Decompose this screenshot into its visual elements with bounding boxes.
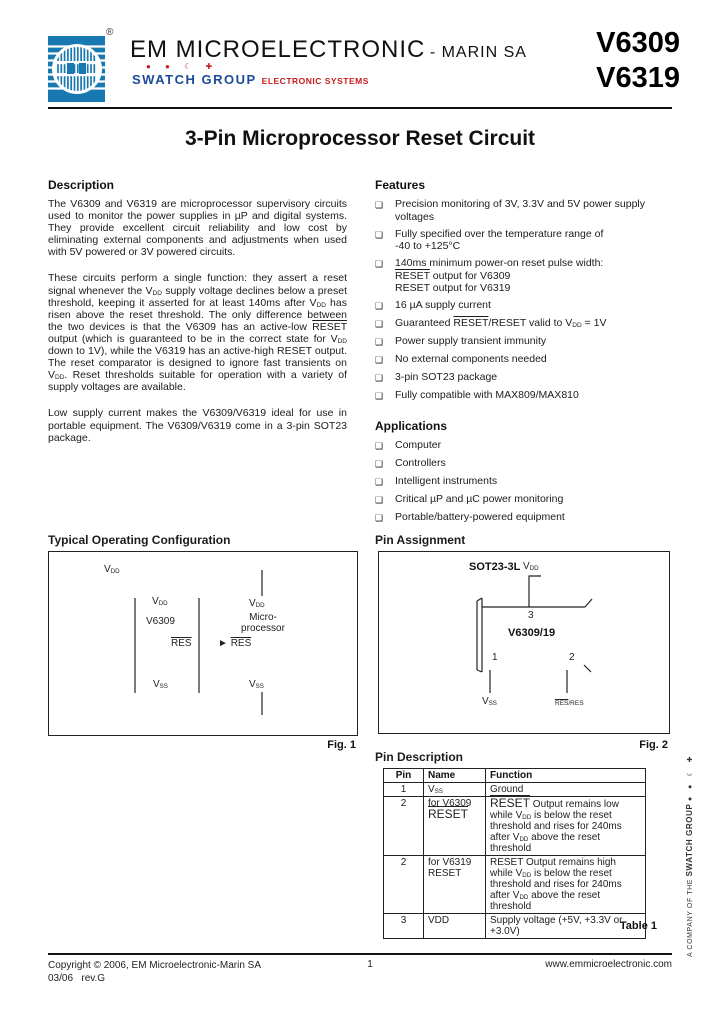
fig1-mcu-vss-label: $V_{SS}$	[249, 679, 264, 691]
fig1-caption: Fig. 1	[327, 739, 356, 751]
square-bullet-icon: ❑	[375, 259, 384, 269]
list-item	[375, 299, 673, 313]
fig2-vdd-label: $V_{DD}$	[523, 561, 539, 573]
square-bullet-icon: ❑	[375, 200, 384, 210]
list-item	[375, 371, 673, 385]
square-bullet-icon: ❑	[375, 391, 384, 401]
feature-text: No external components needed	[395, 353, 547, 365]
pin-description-heading: Pin Description	[375, 750, 464, 764]
application-text: Portable/battery-powered equipment	[395, 510, 565, 523]
application-text: Computer	[395, 438, 442, 451]
copyright-line: Copyright © 2006, EM Microelectronic-Marin SA	[48, 960, 261, 971]
feature-text: 140ms minimum power-on reset pulse width: RESET output for V6309 RESET output for V6319	[395, 257, 604, 294]
fig2-package-outline	[379, 552, 669, 733]
feature-text: Precision monitoring of 3V, 3.3V and 5V power supply voltages	[395, 198, 646, 223]
em-logo	[48, 36, 105, 107]
list-item	[375, 198, 673, 223]
square-bullet-icon: ❑	[375, 229, 384, 240]
part-number-v6319: V6319	[596, 62, 680, 94]
swatch-symbols-icon: ● ● ☾ ✚	[146, 62, 219, 71]
pin-cell: 2	[384, 797, 424, 856]
pin-cell: 3	[384, 914, 424, 939]
function-cell: RESET Output remains low while $V_{DD}$ is below the reset threshold and rises for 240ms after $V_{DD}$ above the reset threshold	[486, 797, 646, 856]
feature-text: Fully compatible with MAX809/MAX810	[395, 389, 579, 401]
website-link[interactable]: www.emmicroelectronic.com	[545, 959, 672, 970]
function-cell: Supply voltage (+5V, +3.3V or +3.0V)	[486, 914, 646, 939]
vertical-brand-name: SWATCH GROUP	[685, 803, 694, 877]
pin-description-table	[383, 768, 646, 939]
fig2-package-type-label: SOT23-3L	[469, 561, 521, 573]
square-bullet-icon: ❑	[375, 458, 384, 469]
swatch-group-line	[132, 62, 369, 89]
description-column	[48, 178, 347, 458]
square-bullet-icon: ❑	[375, 301, 384, 311]
em-chip-logo-icon	[48, 36, 105, 102]
feature-text: 16 µA supply current	[395, 299, 491, 311]
fig2-pin-assignment	[378, 551, 670, 734]
brand-suffix: - MARIN SA	[429, 44, 527, 61]
electronic-systems-label: ELECTRONIC SYSTEMS	[261, 76, 369, 86]
table-caption: Table 1	[619, 920, 657, 932]
table-header-row	[384, 769, 646, 783]
name-cell: for V6309 RESET	[424, 797, 486, 856]
square-bullet-icon: ❑	[375, 355, 384, 365]
fig1-mcu-vdd-label: $V_{DD}$	[249, 598, 265, 610]
col-header-pin: Pin	[384, 769, 424, 783]
fig2-vss-label: $V_{SS}$	[482, 696, 497, 708]
function-cell: Ground	[486, 783, 646, 797]
fig1-typical-operating-configuration	[48, 551, 358, 736]
description-paragraph-3: Low supply current makes the V6309/V6319 ideal for use in portable equipment. The V6309/V6319 come in a 3-pin SOT23 package.	[48, 407, 347, 444]
fig2-pin1-number: 1	[492, 652, 498, 663]
list-item	[375, 317, 673, 331]
square-bullet-icon: ❑	[375, 494, 384, 505]
part-numbers	[596, 26, 680, 96]
table-row	[384, 856, 646, 914]
fig1-chip-vdd-label: $V_{DD}$	[152, 596, 168, 608]
features-heading: Features	[375, 178, 426, 192]
fig1-circuit-lines	[49, 552, 357, 735]
page-title: 3-Pin Microprocessor Reset Circuit	[184, 127, 536, 150]
square-bullet-icon: ❑	[375, 337, 384, 347]
applications-heading: Applications	[375, 418, 448, 433]
brand-line	[130, 36, 527, 64]
list-item	[375, 457, 673, 471]
vertical-swatch-company-text	[685, 754, 694, 957]
name-cell: for V6319 RESET	[424, 856, 486, 914]
function-cell: RESET Output remains high while $V_{DD}$ is below the reset threshold and rises for 240ms after $V_{DD}$ above the reset threshold	[486, 856, 646, 914]
fig2-part-name: V6309/19	[508, 627, 556, 639]
description-paragraph-2: These circuits perform a single function: they assert a reset signal whenever the $V_{DD}$ supply voltage declines below a preset threshold, keeping it asserted for at least 140ms after $V_{DD}$ has risen above the reset threshold. The only difference between the two devices is that the V6309 has an active-low RESET output (which is guaranteed to be in the correct state for $V_{DD}$ down to 1V), while the V6319 has an active-high RESET output. The reset comparator is designed to ignore fast transients on $V_{DD}$. Reset thresholds suitable for operation with a variety of supply voltages are available.	[48, 272, 347, 394]
square-bullet-icon: ❑	[375, 373, 384, 383]
square-bullet-icon: ❑	[375, 319, 384, 329]
fig1-chip-name: V6309	[146, 616, 175, 627]
footer-divider	[48, 953, 672, 955]
list-item	[375, 493, 673, 507]
list-item	[375, 257, 673, 295]
square-bullet-icon: ❑	[375, 440, 384, 451]
square-bullet-icon: ❑	[375, 512, 384, 523]
list-item	[375, 335, 673, 349]
brand-name: EM MICROELECTRONIC	[130, 36, 426, 63]
fig1-vdd-rail-label: $V_{DD}$	[104, 564, 120, 576]
fig1-chip-reset-pin-label: $\overline{RES}$	[171, 638, 192, 649]
square-bullet-icon: ❑	[375, 476, 384, 487]
fig1-mcu-reset-pin-label: ► $\overline{RES}$	[218, 638, 252, 649]
feature-text: 3-pin SOT23 package	[395, 371, 498, 383]
list-item	[375, 353, 673, 367]
pin-cell: 2	[384, 856, 424, 914]
list-item	[375, 389, 673, 403]
name-cell: VDD	[424, 914, 486, 939]
list-item	[375, 439, 673, 453]
description-paragraph-1: The V6309 and V6319 are microprocessor supervisory circuits used to monitor the power supplies in µP and digital systems. They provide excellent circuit reliability and low cost by eliminating external components and adjustments when used with 5V powered or 3V powered circuits.	[48, 198, 347, 259]
fig1-mcu-name: Micro- processor	[241, 612, 285, 634]
application-text: Critical µP and µC power monitoring	[395, 492, 564, 505]
vertical-prefix: A COMPANY OF THE	[687, 878, 694, 957]
pin-cell: 1	[384, 783, 424, 797]
copyright-block	[48, 959, 261, 985]
list-item	[375, 475, 673, 489]
feature-text: Fully specified over the temperature range of -40 to +125°C	[395, 227, 604, 252]
applications-list	[375, 439, 673, 525]
fig2-pin3-number: 3	[528, 610, 534, 621]
col-header-function: Function	[486, 769, 646, 783]
vertical-swatch-symbols-icon: ● ● ☾ ✚	[687, 753, 694, 801]
revision-line: 03/06 rev.G	[48, 973, 106, 984]
application-text: Controllers	[395, 456, 446, 469]
fig2-caption: Fig. 2	[639, 739, 668, 751]
header-divider	[48, 107, 672, 109]
feature-text: Guaranteed RESET/RESET valid to $V_{DD} = 1V$	[395, 317, 607, 330]
registered-trademark: ®	[106, 27, 114, 38]
col-header-name: Name	[424, 769, 486, 783]
description-heading: Description	[48, 178, 115, 192]
name-cell: $V_{SS}$	[424, 783, 486, 797]
fig2-pin2-signal-label: $\overline{RES}$/RES	[555, 700, 584, 707]
fig2-heading: Pin Assignment	[375, 533, 466, 547]
features-list	[375, 198, 673, 403]
table-row	[384, 783, 646, 797]
fig1-chip-vss-label: $V_{SS}$	[153, 679, 168, 691]
list-item	[375, 228, 673, 253]
table-row	[384, 797, 646, 856]
fig1-heading: Typical Operating Configuration	[48, 533, 231, 547]
feature-text: Power supply transient immunity	[395, 335, 547, 347]
part-number-v6309: V6309	[596, 27, 680, 59]
page-number: 1	[367, 959, 373, 970]
fig2-pin2-number: 2	[569, 652, 575, 663]
features-column	[375, 178, 673, 529]
list-item	[375, 511, 673, 525]
application-text: Intelligent instruments	[395, 474, 498, 487]
swatch-group-label: SWATCH GROUP	[132, 72, 257, 87]
